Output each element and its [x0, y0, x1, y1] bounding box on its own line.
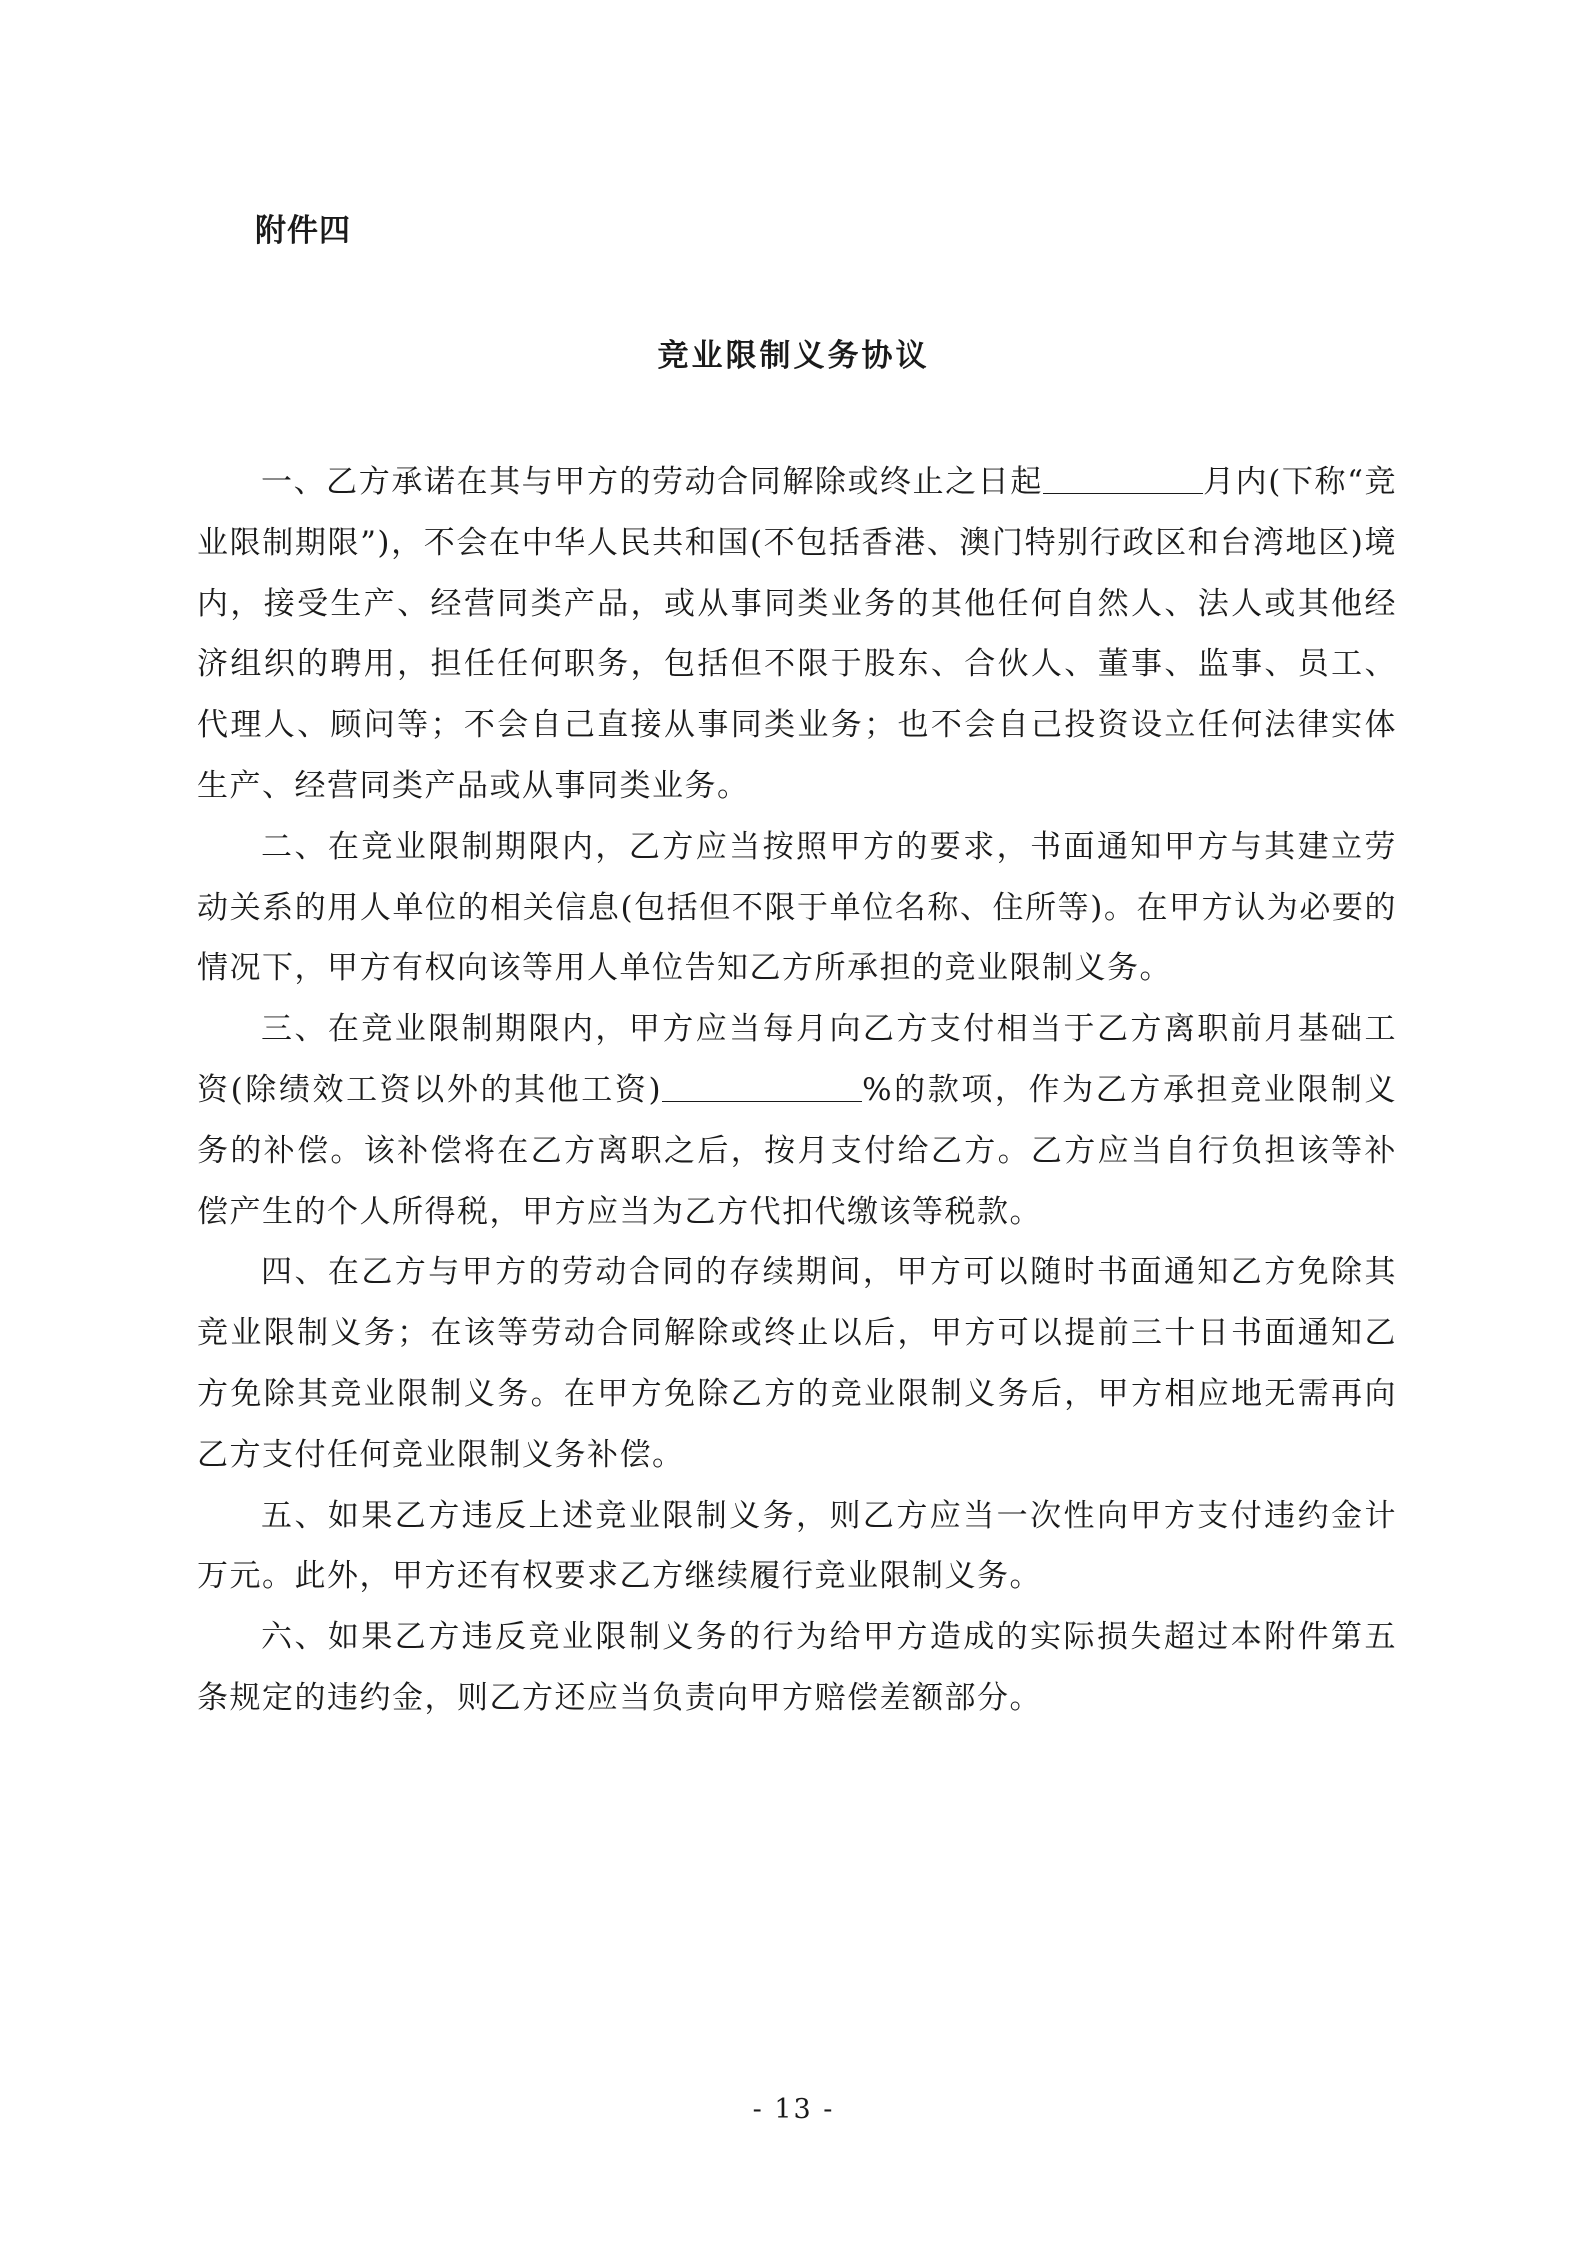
- clause-5: 五、如果乙方违反上述竞业限制义务，则乙方应当一次性向甲方支付违约金计万元。此外，甲方还有权要求乙方继续履行竞业限制义务。: [197, 1497, 1397, 1595]
- clause-3-text-b: %的款项，作为乙方承担竞业限制义务的补偿。该补偿将在乙方离职之后，按月支付给乙方。乙方应当自行负担该等补偿产生的个人所得税，甲方应当为乙方代扣代缴该等税款。: [197, 1071, 1397, 1230]
- document-title: 竞业限制义务协议: [657, 338, 930, 374]
- clause-2: 二、在竞业限制期限内，乙方应当按照甲方的要求，书面通知甲方与其建立劳动关系的用人单位的相关信息(包括但不限于单位名称、住所等)。在甲方认为必要的情况下，甲方有权向该等用人单位告知乙方所承担的竞业限制义务。: [197, 828, 1397, 987]
- clause-3-text-a: 三、在竞业限制期限内，甲方应当每月向乙方支付相当于乙方离职前月基础工资(除绩效工资以外的其他工资): [197, 1011, 1397, 1108]
- attachment-label: 附件四: [255, 213, 351, 249]
- agreement-body: [197, 452, 1397, 1729]
- clause-4: 四、在乙方与甲方的劳动合同的存续期间，甲方可以随时书面通知乙方免除其竞业限制义务；在该等劳动合同解除或终止以后，甲方可以提前三十日书面通知乙方免除其竞业限制义务。在甲方免除乙方的竞业限制义务后，甲方相应地无需再向乙方支付任何竞业限制义务补偿。: [197, 1254, 1397, 1473]
- clause-6: 六、如果乙方违反竞业限制义务的行为给甲方造成的实际损失超过本附件第五条规定的违约金，则乙方还应当负责向甲方赔偿差额部分。: [197, 1619, 1397, 1716]
- clause-3: [197, 999, 1397, 1242]
- clause-1: [197, 452, 1397, 817]
- clause-1-text-b: 月内(下称“竞业限制期限”)，不会在中华人民共和国(不包括香港、澳门特别行政区和台湾地区)境内，接受生产、经营同类产品，或从事同类业务的其他任何自然人、法人或其他经济组织的聘用，担任任何职务，包括但不限于股东、合伙人、董事、监事、员工、代理人、顾问等；不会自己直接从事同类业务；也不会自己投资设立任何法律实体生产、经营同类产品或从事同类业务。: [197, 464, 1398, 804]
- clause-1-text-a: 一、乙方承诺在其与甲方的劳动合同解除或终止之日起: [261, 464, 1043, 500]
- page-number: - 13 -: [752, 2094, 835, 2125]
- months-blank-field[interactable]: [1043, 463, 1203, 494]
- percent-blank-field[interactable]: [662, 1071, 862, 1102]
